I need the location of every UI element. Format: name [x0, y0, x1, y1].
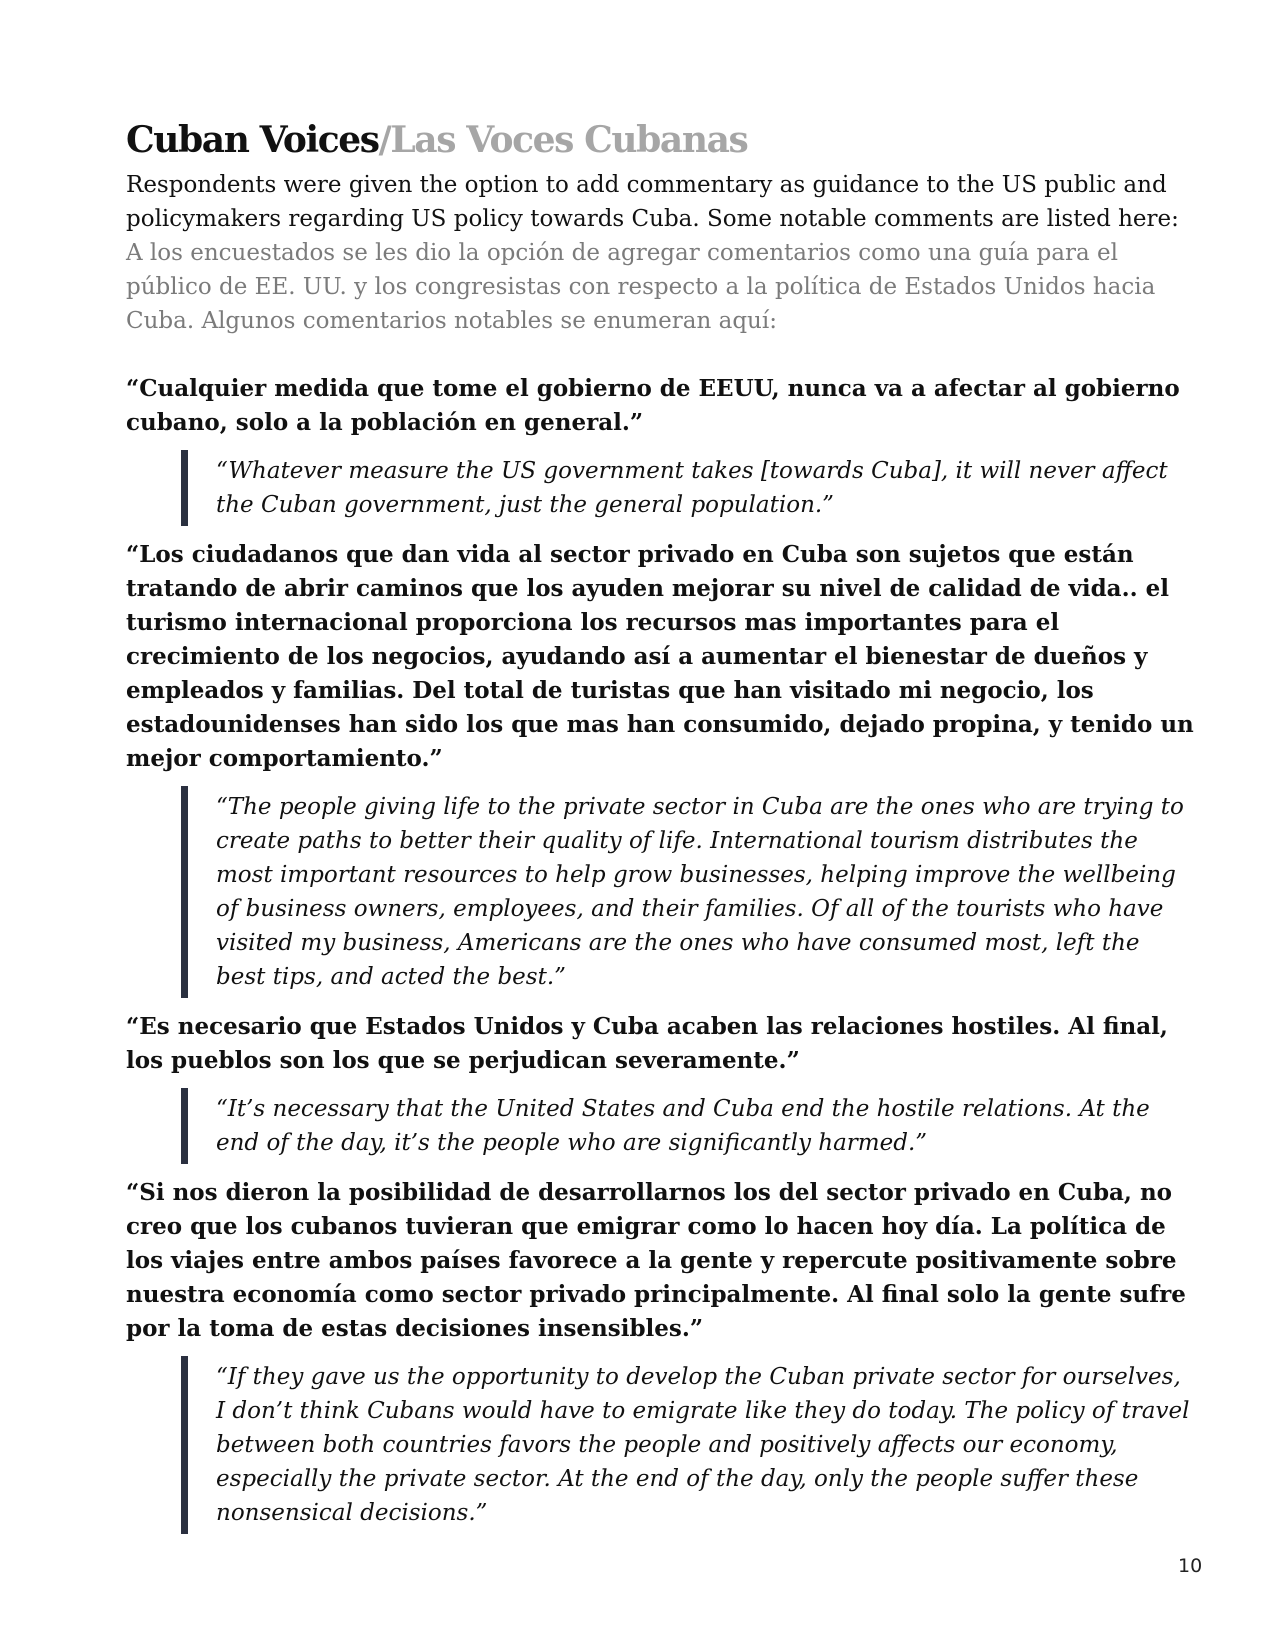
quote-1-spanish: “Cualquier medida que tome el gobierno de EEUU, nunca va a afectar al gobierno cubano, solo a la población en general.” — [126, 375, 1180, 436]
intro-paragraph-spanish: A los encuestados se les dio la opción de agregar comentarios como una guía para el público de EE. UU. y los congresistas con respecto a la política de Estados Unidos hacia Cuba. Algunos comentarios notables se enumeran aquí: — [126, 240, 1156, 334]
quote-4-spanish: “Si nos dieron la posibilidad de desarrollarnos los del sector privado en Cuba, no creo que los cubanos tuvieran que emigrar como lo hacen hoy día. La política de los viajes entre ambos países favorece a la gente y repercute positivamente sobre nuestra economía como sector privado principalmente. Al final solo la gente sufre por la toma de estas decisiones insensibles.” — [126, 1179, 1186, 1342]
page-number: 10 — [1178, 1555, 1203, 1577]
quote-1-english-translation: “Whatever measure the US government takes [towards Cuba], it will never affect the Cuban government, just the general population.” — [181, 450, 1196, 526]
page-title-english: Cuban Voices — [126, 119, 379, 161]
quote-3-spanish: “Es necesario que Estados Unidos y Cuba acaben las relaciones hostiles. Al final, los pueblos son los que se perjudican severamente.” — [126, 1013, 1168, 1074]
page-title-spanish: /Las Voces Cubanas — [378, 119, 748, 161]
quote-2-spanish: “Los ciudadanos que dan vida al sector privado en Cuba son sujetos que están tratando de abrir caminos que los ayuden mejorar su nivel de calidad de vida.. el turismo internacional proporciona los recursos mas importantes para el crecimiento de los negocios, ayudando así a aumentar el bienestar de dueños y empleados y familias. Del total de turistas que han visitado mi negocio, los estadounidenses han sido los que mas han consumido, dejado propina, y tenido un mejor comportamiento.” — [126, 541, 1194, 772]
quote-3-english-translation: “It’s necessary that the United States and Cuba end the hostile relations. At the end of the day, it’s the people who are significantly harmed.” — [181, 1088, 1196, 1164]
quote-4-english-translation: “If they gave us the opportunity to develop the Cuban private sector for ourselves, I don’t think Cubans would have to emigrate like they do today. The policy of travel between both countries favors the people and positively affects our economy, especially the private sector. At the end of the day, only the people suffer these nonsensical decisions.” — [181, 1356, 1196, 1534]
intro-paragraph-english: Respondents were given the option to add commentary as guidance to the US public and policymakers regarding US policy towards Cuba. Some notable comments are listed here: — [126, 172, 1179, 232]
quote-2-english-translation: “The people giving life to the private sector in Cuba are the ones who are trying to create paths to better their quality of life. International tourism distributes the most important resources to help grow businesses, helping improve the wellbeing of business owners, employees, and their families. Of all of the tourists who have visited my business, Americans are the ones who have consumed most, left the best tips, and acted the best.” — [181, 786, 1196, 998]
document-page — [126, 118, 1196, 1546]
page-title — [126, 118, 1196, 162]
